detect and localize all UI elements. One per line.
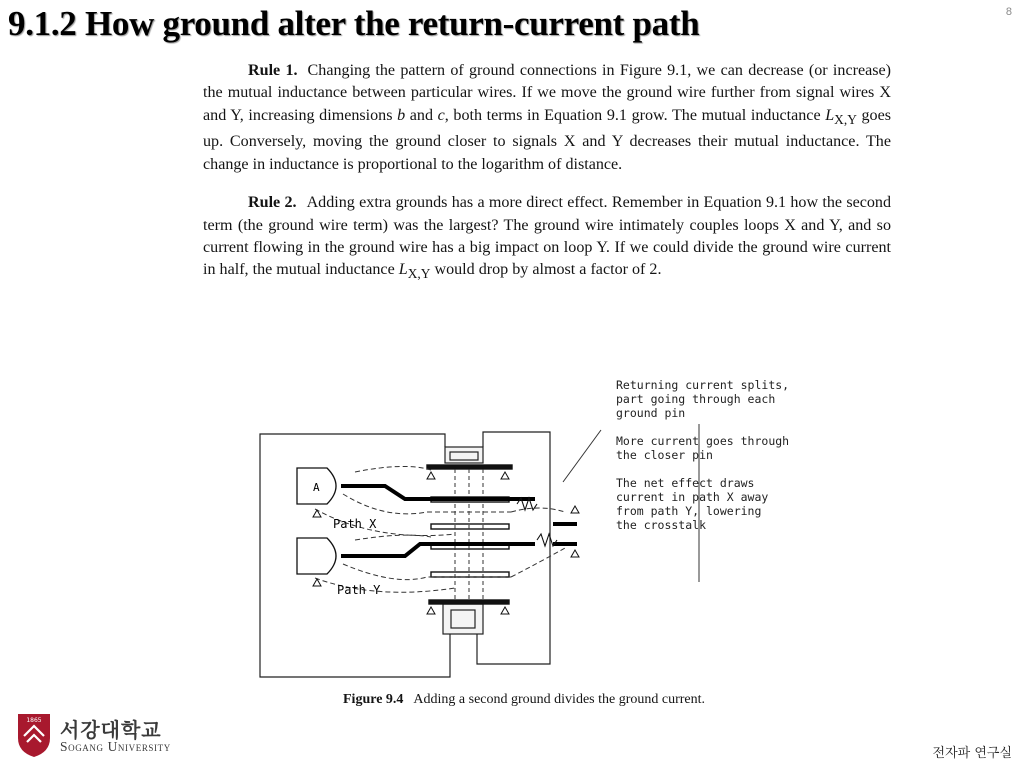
slide-title: 9.1.2 How ground alter the return-current path — [8, 4, 700, 43]
symbol-l-subscript: X,Y — [407, 266, 431, 282]
figure-caption-label: Figure 9.4 — [343, 692, 404, 707]
pin-dashed-lines — [455, 469, 483, 600]
var-b: b — [397, 106, 406, 124]
rule-1-text-b: and — [405, 106, 438, 124]
lab-name: 전자파 연구실 — [932, 746, 1012, 761]
note-1-line-2: part going through each — [616, 392, 776, 406]
gate-b — [297, 538, 336, 574]
figure-9-4-diagram — [255, 372, 845, 682]
figure-caption-text: Adding a second ground divides the ground current. — [413, 692, 706, 707]
logo-korean-name: 서강대학교 — [60, 718, 162, 742]
rule-1-paragraph — [203, 60, 891, 176]
figure-caption — [343, 692, 705, 708]
note-3-line-1: The net effect draws — [616, 476, 755, 490]
rule-2-paragraph — [203, 192, 891, 286]
var-c: c — [437, 106, 445, 124]
rule-1-text-a: Changing the pattern of ground connections in Figure 9.1, we can decrease (or increase) the mutual inductance between particular wires. If we move the ground wire further from signal wires X and Y, increasing dimensions — [203, 62, 891, 124]
gate-a-label: A — [313, 481, 320, 494]
connector-pins — [443, 447, 483, 634]
note-3-line-3: from path Y, lowering — [616, 504, 762, 518]
symbol-l: L — [825, 106, 835, 124]
path-x-label: Path X — [333, 517, 377, 531]
rule-1-label: Rule 1. — [248, 62, 298, 79]
rule-1-text-c: , both terms in Equation 9.1 grow. The mutual inductance — [444, 106, 826, 124]
symbol-l: L — [398, 261, 408, 279]
note-1-line-3: ground pin — [616, 406, 686, 420]
page-number: 8 — [1005, 6, 1012, 18]
university-logo — [16, 712, 216, 760]
shield-badge-text: 1865 — [26, 717, 42, 724]
note-2-line-1: More current goes through — [616, 434, 790, 448]
resistor-symbols — [517, 498, 557, 546]
rule-2-label: Rule 2. — [248, 194, 297, 212]
shield-icon — [16, 712, 52, 758]
path-y-label: Path Y — [337, 583, 381, 597]
note-3-line-4: the crosstalk — [616, 518, 707, 532]
scanned-text-block — [203, 60, 891, 302]
note-2-line-2: the closer pin — [616, 448, 713, 462]
note-3-line-2: current in path X away — [616, 490, 769, 504]
note-1-line-1: Returning current splits, — [616, 378, 790, 392]
logo-english-name: Sogang University — [60, 739, 171, 754]
rule-2-text-b: would drop by almost a factor of 2. — [430, 261, 662, 279]
rule-2-text-a: Adding extra grounds has a more direct effect. Remember in Equation 9.1 how the second term (the ground wire term) was the largest? The ground wire intimately couples loops X and Y, and so current flowing in the ground wire has a big impact on loop Y. If we could divide the ground wire current in half, the mutual inductance — [203, 194, 892, 279]
rule-1-text-d: goes up. Conversely, moving the ground closer to signals X and Y decreases their mutual inductance. The change in inductance is proportional to the logarithm of distance. — [203, 106, 891, 173]
symbol-l-subscript: X,Y — [834, 112, 857, 128]
